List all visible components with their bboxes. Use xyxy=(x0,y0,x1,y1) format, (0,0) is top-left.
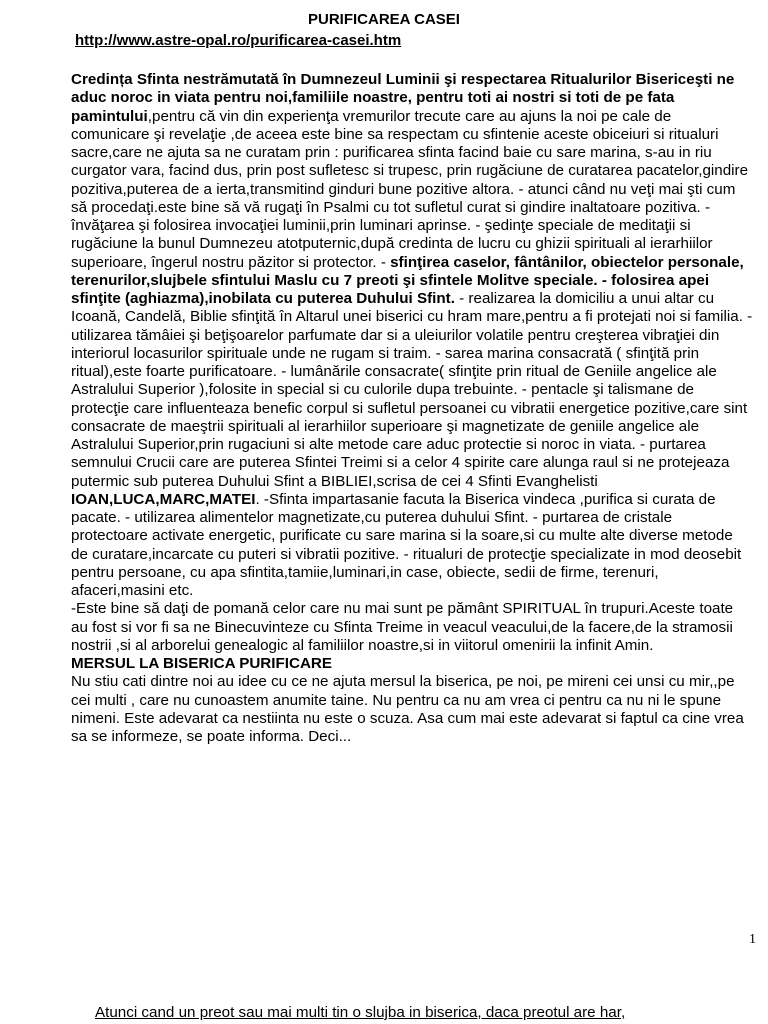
next-page-first-line: Atunci cand un preot sau mai multi tin o slujba in biserica, daca preotul are har, xyxy=(95,1004,626,1021)
paragraph-intro xyxy=(71,71,753,600)
page-title: PURIFICAREA CASEI xyxy=(308,11,460,28)
source-url-link[interactable]: http://www.astre-opal.ro/purificarea-casei.htm xyxy=(75,32,402,49)
paragraph-text: - realizarea la domiciliu a unui altar cu Icoană, Candelă, Biblie sfinţită în Altarul unei biserici cu hram mare,pentru a fi protejati noi si familia. - utilizarea tămâiei şi beţişoarelor parfumate dar si a uleiurilor volatile pentru creşterea vibraţiei din interiorul locasurilor spirituale unde ne rugam si traim. - sarea marina consacrată ( sfinţită prin ritual),este foarte purificatoare. - lumânările consacrate( sfinţite prin ritual de Geniile angelice ale Astralului Superior ),folosite in special si cu culorile dupa trebuinte. - pentacle şi talismane de protecţie care influenteaza benefic corpul si sufletul persoanei cu vibratii energetice pozitive,care sint consacrate de maeştrii spirituali al ierarhiilor superioare şi magnetizate de geniile angelice ale Astralului Superior,prin rugaciuni si alte metode care aduc protectie si noroc in viata. - purtarea semnului Crucii care are puterea Sfintei Treimi si a celor 4 spirite care alunga raul si ne protejeaza putermic sub puterea Duhului Sfint a BIBLIEI,scrisa de cei 4 Sfinti Evanghelisti xyxy=(71,290,753,490)
page-number: 1 xyxy=(749,932,756,947)
paragraph-biserica: Nu stiu cati dintre noi au idee cu ce ne ajuta mersul la biserica, pe noi, pe mireni cei unsi cu mir,,pe cei multi , care nu cunoastem anumite taine. Nu pentru ca nu am vrea ci pentru ca nu ni le spune nimeni. Este adevarat ca nestiinta nu este o scuza. Asa cum mai este adevarat si faptul ca cine vrea sa se informeze, se poate informa. Deci... xyxy=(71,673,744,745)
paragraph-text: . -Sfinta impartasanie facuta la Biserica vindeca ,purifica si curata de pacate. - utilizarea alimentelor magnetizate,cu puterea duhului Sfint. - purtarea de cristale protectoare activate energetic, purificate cu sare marina si la soare,si cu multe alte diverse metode de curatare,incarcate cu puteri si vibratii pozitive. - ritualuri de protecţie specializate in mod deosebit pentru persoane, cu apa sfintita,tamiie,luminari,in case, obiecte, sedii de firme, terenuri, afaceri,masini etc. xyxy=(71,490,742,599)
section-heading: MERSUL LA BISERICA PURIFICARE xyxy=(71,655,333,672)
paragraph-pomana: -Este bine să daţi de pomană celor care nu mai sunt pe pământ SPIRITUAL în trupuri.Aceste toate au fost si vor fi sa ne Binecuvinteze cu Sfinta Treime in veacul veacului,de la facere,de la stramosii nostrii ,si al arborelui genealogic al familiilor noastre,si in viitorul omenirii la infinit Amin. xyxy=(71,600,734,654)
evangelists-names: IOAN,LUCA,MARC,MATEI xyxy=(71,490,256,508)
bold-text: sfinţirea caselor, fântânilor, obiectelor personale, terenurilor,slujbele sfintului Maslu cu 7 preoti şi sfintele Molitve speciale. - folosirea apei sfinţite (aghiazma),inobilata cu puterea Duhului Sfint. xyxy=(71,253,744,307)
paragraph-text: ,pentru că vin din experienţa vremurilor trecute care au ajuns la noi pe cale de comunicare şi revelaţie ,de aceea este bine sa respectam cu sfintenie aceste obiceiuri si ritualuri sacre,care ne ajuta sa ne curatam prin : purificarea sfinta facind baie cu sare marina, s-au in riu curgator vara, facind dus, prin post sufletesc si trupesc, prin rugăciune de curatarea pacatelor,gindire pozitiva,puterea de a ierta,transmitind ginduri bune pozitive altora. - atunci când nu veţi mai şti cum să procedaţi.este bine să vă rugaţi în Psalmi cu tot sufletul curat si gindire inaltatoare pozitiva. - învăţarea şi folosirea invocaţiei luminii,prin luminari aprinse. - şedinţe speciale de meditaţii si rugăciune la bunul Dumnezeu atotputernic,după credinta de lucru cu ghizii spirituali al ierarhiilor superioare, îngerul nostru păzitor si protector. - xyxy=(71,107,749,271)
document-body xyxy=(71,71,753,746)
bold-intro-text: Credința Sfinta nestrămutată în Dumnezeul Luminii şi respectarea Ritualurilor Bisericeşti ne aduc noroc in viata pentru noi,familiile noastre, pentru toti ai nostri si toti de pe fata pamintului xyxy=(71,71,735,125)
